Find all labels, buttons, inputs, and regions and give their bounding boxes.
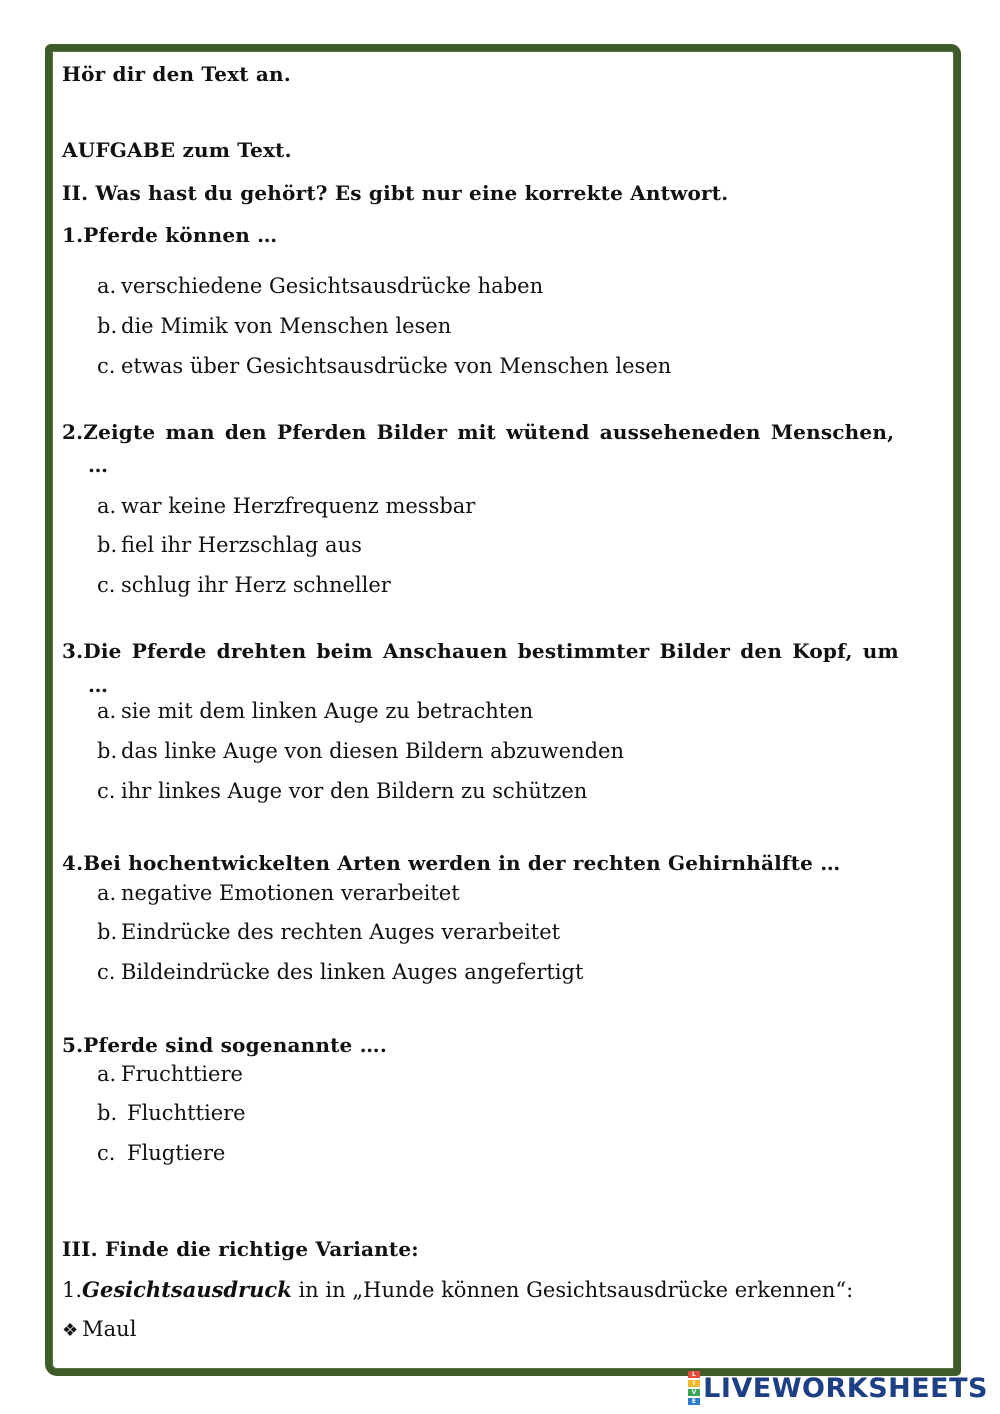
instruction: Hör dir den Text an. — [62, 62, 291, 86]
item-keyword: Gesichtsausdruck — [82, 1277, 292, 1302]
option-letter: c. — [97, 1141, 116, 1165]
diamond-bullet-icon: ❖ — [62, 1320, 79, 1341]
item-number: 1. — [62, 1278, 83, 1302]
option-3b[interactable] — [97, 739, 624, 763]
option-letter: c. — [97, 573, 116, 597]
option-2c[interactable] — [97, 573, 391, 597]
option-4b[interactable] — [97, 920, 560, 944]
option-text: die Mimik von Menschen lesen — [121, 314, 452, 338]
answer-option-text: Maul — [82, 1317, 137, 1341]
option-text: Flugtiere — [127, 1141, 226, 1165]
option-text: das linke Auge von diesen Bildern abzuwenden — [121, 739, 624, 763]
option-2a[interactable] — [97, 494, 475, 518]
option-1c[interactable] — [97, 354, 671, 378]
option-5c[interactable] — [97, 1141, 225, 1165]
option-text: war keine Herzfrequenz messbar — [121, 494, 476, 518]
question-3-line1: 3.Die Pferde drehten beim Anschauen bestimmter Bilder den Kopf, um — [62, 639, 899, 663]
option-letter: a. — [97, 494, 117, 518]
option-letter: a. — [97, 881, 117, 905]
option-3c[interactable] — [97, 779, 587, 803]
logo-mark-letter: E — [688, 1398, 700, 1405]
option-text: Eindrücke des rechten Auges verarbeitet — [121, 920, 561, 944]
section2-title: II. Was hast du gehört? Es gibt nur eine korrekte Antwort. — [62, 181, 729, 205]
question-2-line2: … — [88, 453, 109, 477]
option-letter: b. — [97, 739, 118, 763]
question-1: 1.Pferde können … — [62, 223, 278, 247]
option-text: Bildeindrücke des linken Auges angefertigt — [121, 960, 584, 984]
option-text: fiel ihr Herzschlag aus — [121, 533, 362, 557]
liveworksheets-wordmark: LIVEWORKSHEETS — [703, 1372, 988, 1404]
question-2-line1: 2.Zeigte man den Pferden Bilder mit wütend ausseheneden Menschen, — [62, 420, 895, 444]
task-title: AUFGABE zum Text. — [62, 138, 292, 162]
section3-title: III. Finde die richtige Variante: — [62, 1237, 419, 1261]
logo-mark-letter: L — [688, 1371, 700, 1378]
option-letter: c. — [97, 960, 116, 984]
option-text: schlug ihr Herz schneller — [121, 573, 391, 597]
option-text: Fluchttiere — [127, 1101, 246, 1125]
answer-option-maul[interactable] — [62, 1317, 136, 1341]
option-4a[interactable] — [97, 881, 460, 905]
option-text: negative Emotionen verarbeitet — [121, 881, 460, 905]
option-text: sie mit dem linken Auge zu betrachten — [121, 699, 534, 723]
option-letter: c. — [97, 779, 116, 803]
option-letter: b. — [97, 1101, 118, 1125]
liveworksheets-logo — [688, 1368, 988, 1408]
option-1b[interactable] — [97, 314, 451, 338]
question-4: 4.Bei hochentwickelten Arten werden in der rechten Gehirnhälfte … — [62, 851, 841, 875]
option-2b[interactable] — [97, 533, 362, 557]
option-letter: a. — [97, 699, 117, 723]
question-5: 5.Pferde sind sogenannte …. — [62, 1033, 387, 1057]
option-letter: b. — [97, 314, 118, 338]
option-text: verschiedene Gesichtsausdrücke haben — [121, 274, 544, 298]
option-5a[interactable] — [97, 1062, 243, 1086]
option-3a[interactable] — [97, 699, 533, 723]
option-letter: b. — [97, 920, 118, 944]
logo-mark-letter: V — [688, 1389, 700, 1396]
question-3-line2: … — [88, 673, 109, 697]
item-rest: in in „Hunde können Gesichtsausdrücke erkennen“: — [291, 1278, 854, 1302]
section3-item-1 — [62, 1277, 853, 1302]
option-text: ihr linkes Auge vor den Bildern zu schützen — [121, 779, 588, 803]
option-text: etwas über Gesichtsausdrücke von Menschen lesen — [121, 354, 672, 378]
option-4c[interactable] — [97, 960, 583, 984]
option-1a[interactable] — [97, 274, 543, 298]
liveworksheets-mark-icon — [688, 1370, 700, 1406]
option-letter: a. — [97, 1062, 117, 1086]
option-5b[interactable] — [97, 1101, 246, 1125]
option-text: Fruchttiere — [121, 1062, 243, 1086]
option-letter: a. — [97, 274, 117, 298]
logo-mark-letter: I — [688, 1380, 700, 1387]
option-letter: c. — [97, 354, 116, 378]
option-letter: b. — [97, 533, 118, 557]
